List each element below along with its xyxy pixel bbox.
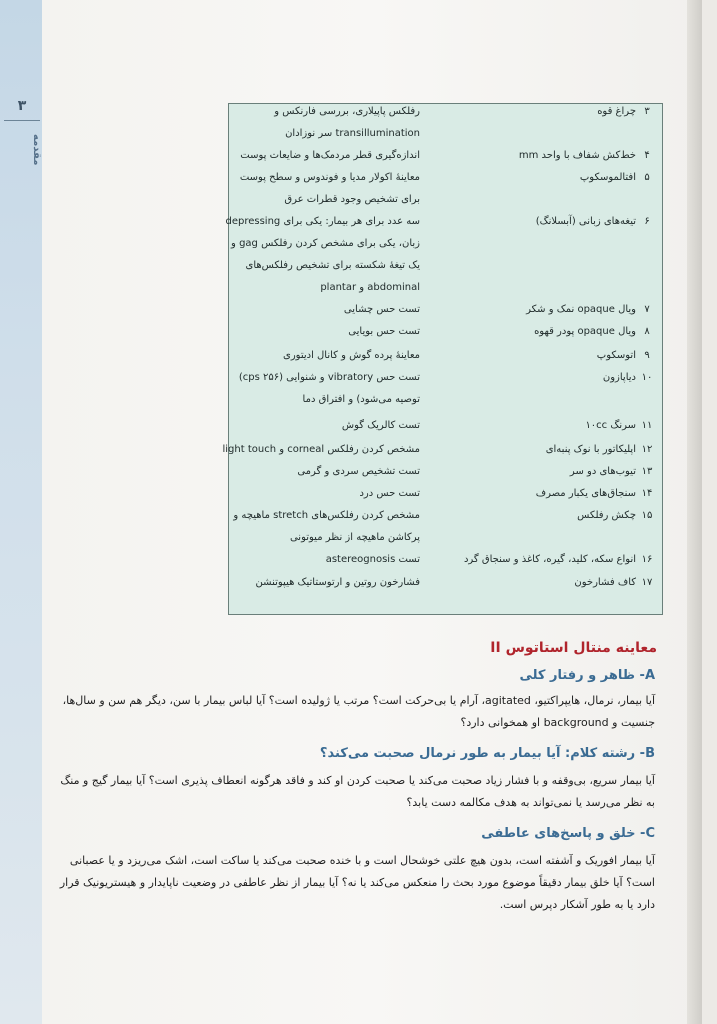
equipment-use: معاینهٔ اکولار مدیا و فوندوس و سطح پوست xyxy=(239,172,420,183)
equipment-use: برای تشخیص وجود قطرات عرق xyxy=(284,194,420,205)
subsection-paragraph: آیا بیمار، نرمال، هایپراکتیو، agitated، آرام یا بی‌حرکت است؟ مرتب یا ژولیده است؟ آیا لباس بیمار با سن، دیگر هم سن و سال‌ها، جنسیت و background او همخوانی دارد؟ xyxy=(62,694,655,729)
equipment-use: transillumination سر نوزادان xyxy=(285,128,420,139)
subsection-heading: C- خلق و پاسخ‌های عاطفی xyxy=(481,826,655,841)
row-number: ۱۲ xyxy=(641,444,653,455)
equipment-name: سرنگ ۱۰cc xyxy=(585,420,636,431)
table-row xyxy=(227,554,662,574)
table-row xyxy=(227,304,662,324)
table-row xyxy=(227,488,662,508)
row-number: ۳ xyxy=(644,106,650,117)
equipment-name: تیغه‌های زبانی (آبسلانگ) xyxy=(535,216,636,227)
table-row xyxy=(227,172,662,205)
table-row xyxy=(227,326,662,346)
row-number: ۵ xyxy=(644,172,650,183)
table-row xyxy=(227,510,662,543)
equipment-name: انواع سکه، کلید، گیره، کاغذ و سنجاق گرد xyxy=(463,554,636,565)
row-number: ۱۶ xyxy=(641,554,653,565)
equipment-use: اندازه‌گیری قطر مردمک‌ها و ضایعات پوست xyxy=(240,150,420,161)
row-number: ۱۵ xyxy=(641,510,653,521)
section-numeral: II xyxy=(490,640,501,656)
row-number: ۸ xyxy=(644,326,650,337)
table-row xyxy=(222,444,662,464)
equipment-use: تست حس چشایی xyxy=(343,304,420,315)
subsection-paragraph: آیا بیمار افوریک و آشفته است، بدون هیچ علتی خوشحال است و با خنده صحبت می‌کند یا ساکت است، اشک می‌ریزد و یا عصبانی است؟ آیا خلق بیمار دقیقاً موضوع مورد بحث را منعکس می‌کند یا نه؟ آیا بیمار از نظر عاطفی در وضعیت ناپایدار و هیستریونیک قرار دارد یا به طور آشکار دپرس است. xyxy=(59,854,655,911)
equipment-use: فشارخون روتین و ارتوستاتیک هیپوتنشن xyxy=(255,577,420,588)
equipment-name: چکش رفلکس xyxy=(577,510,636,521)
row-number: ۱۱ xyxy=(641,420,653,431)
equipment-name: تیوب‌های دو سر xyxy=(569,466,636,477)
equipment-use: مشخص کردن رفلکس corneal و light touch xyxy=(222,444,420,455)
equipment-use: تست حس vibratory و شنوایی (۲۵۶ cps) xyxy=(238,372,420,383)
table-row xyxy=(227,420,662,440)
equipment-use: تست حس بویایی xyxy=(348,326,420,337)
equipment-name: ویال opaque نمک و شکر xyxy=(526,304,636,315)
equipment-use: تست حس درد xyxy=(359,488,420,499)
equipment-use: معاینهٔ پرده گوش و کانال ادیتوری xyxy=(283,350,420,361)
table-row xyxy=(227,106,662,139)
table-row xyxy=(227,150,662,170)
equipment-use: زبان، یکی برای مشخص کردن رفلکس gag و xyxy=(231,238,420,249)
equipment-use: توصیه می‌شود) و افتراق دما xyxy=(302,394,420,405)
subsection-heading: A- ظاهر و رفتار کلی xyxy=(519,668,655,683)
equipment-name: دیاپازون xyxy=(602,372,636,383)
section-title: معاینه منتال استاتوس xyxy=(505,640,657,656)
table-row xyxy=(227,350,662,370)
table-row xyxy=(225,216,662,293)
subsection-paragraph: آیا بیمار سریع، بی‌وقفه و با فشار زیاد صحبت می‌کند یا صحبت کردن او کند و فاقد هرگونه انعطاف پذیری است؟ آیا بیمار گیج و منگ به نظر می‌رسد یا نمی‌تواند به هدف مکالمه دست یابد؟ xyxy=(60,774,655,809)
equipment-use: abdominal و plantar xyxy=(320,282,420,293)
table-row xyxy=(227,577,662,597)
equipment-name: اپلیکاتور با نوک پنبه‌ای xyxy=(545,444,636,455)
row-number: ۹ xyxy=(644,350,650,361)
row-number: ۱۰ xyxy=(641,372,653,383)
row-number: ۱۴ xyxy=(641,488,653,499)
equipment-name: سنجاق‌های یکبار مصرف xyxy=(535,488,636,499)
equipment-use: تست astereognosis xyxy=(325,554,420,565)
equipment-use: رفلکس پاپیلاری، بررسی فارنکس و xyxy=(274,106,420,117)
equipment-name: اتوسکوپ xyxy=(596,350,636,361)
equipment-name: چراغ قوه xyxy=(597,106,636,117)
row-number: ۱۳ xyxy=(641,466,653,477)
equipment-name: ویال opaque پودر قهوه xyxy=(534,326,636,337)
chapter-sidebar xyxy=(0,0,44,1024)
equipment-use: تست کالریک گوش xyxy=(341,420,420,431)
equipment-use: پرکاشن ماهیچه از نظر میوتونی xyxy=(289,532,420,543)
page-number: ۳ xyxy=(17,98,27,114)
equipment-name: افتالموسکوپ xyxy=(579,172,636,183)
row-number: ۷ xyxy=(644,304,650,315)
equipment-name: کاف فشارخون xyxy=(574,577,636,588)
row-number: ۱۷ xyxy=(641,577,653,588)
chapter-label: مقدمه xyxy=(31,134,42,166)
equipment-use: مشخص کردن رفلکس‌های stretch ماهیچه و xyxy=(233,510,420,521)
subsection-heading: B- رشته کلام: آیا بیمار به طور نرمال صحبت می‌کند؟ xyxy=(319,746,655,761)
equipment-use: تست تشخیص سردی و گرمی xyxy=(297,466,420,477)
table-row xyxy=(227,466,662,486)
equipment-use: سه عدد برای هر بیمار: یکی برای depressing xyxy=(225,216,420,227)
row-number: ۴ xyxy=(644,150,650,161)
equipment-use: یک تیغهٔ شکسته برای تشخیص رفلکس‌های xyxy=(245,260,420,271)
section-heading xyxy=(490,640,657,656)
table-row xyxy=(227,372,662,405)
equipment-table xyxy=(222,103,663,615)
equipment-name: خط‌کش شفاف با واحد mm xyxy=(518,150,636,161)
sidebar-divider xyxy=(4,120,40,121)
page-edge xyxy=(687,0,702,1024)
row-number: ۶ xyxy=(644,216,650,227)
